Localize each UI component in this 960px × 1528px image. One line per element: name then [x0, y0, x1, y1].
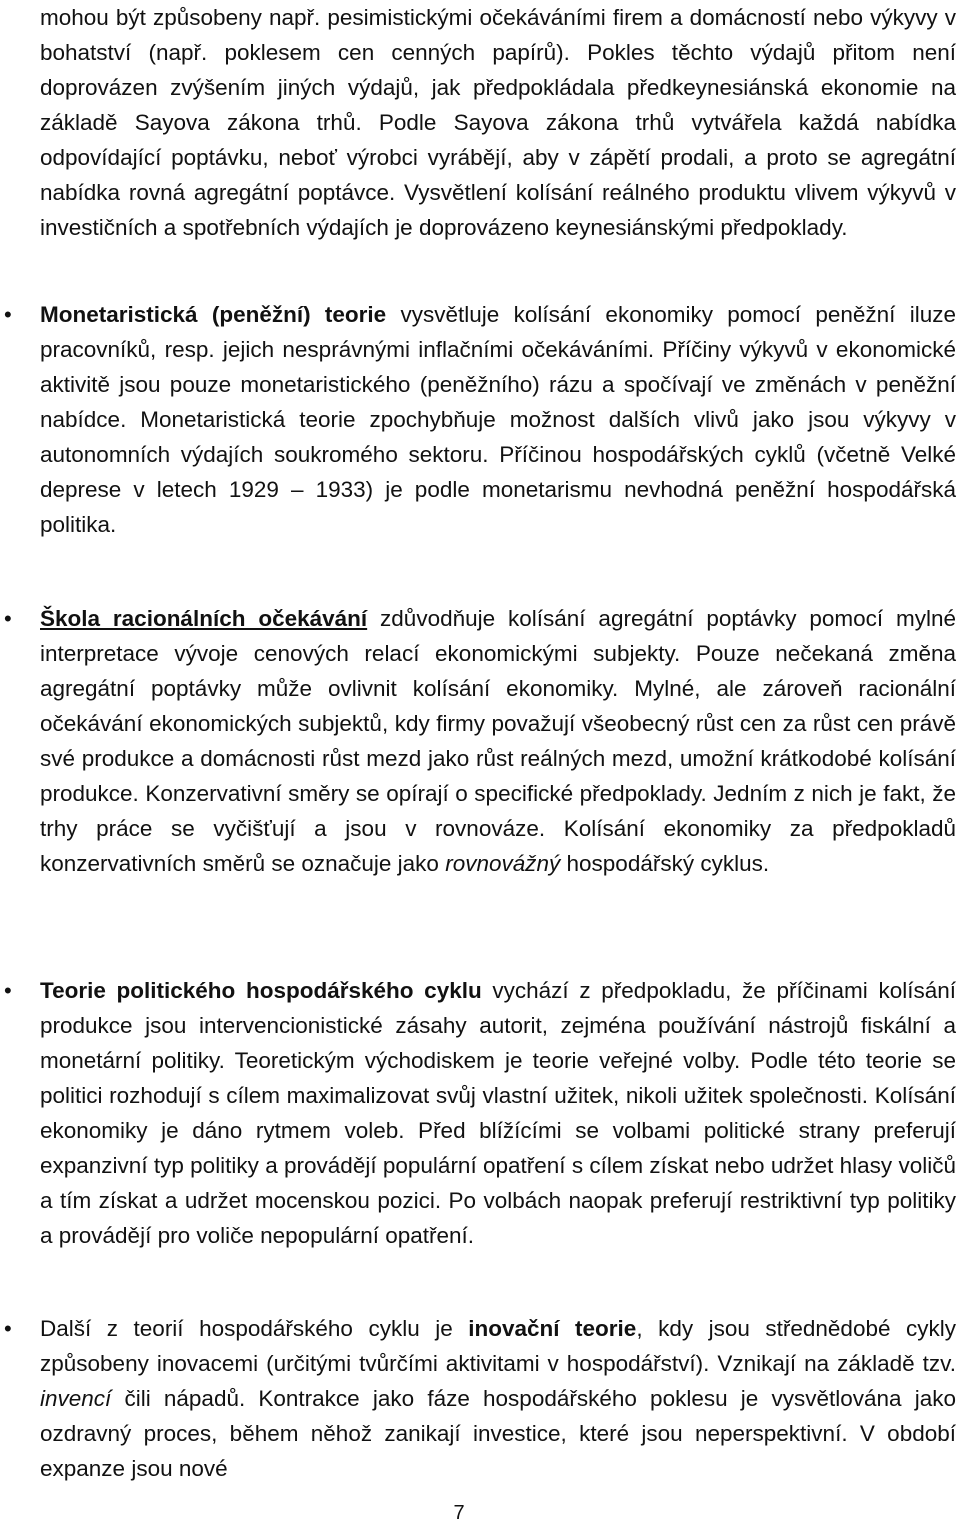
- intro-paragraph: mohou být způsobeny např. pesimistickými očekáváními firem a domácností nebo výkyvy v bohatství (např. poklesem cen cenných papírů). Pokles těchto výdajů přitom není doprovázen zvýšením jiných výdajů, jak předpokládala předkeynesiánská ekonomie na základě Sayova zákona trhů. Podle Sayova zákona trhů vytvářela každá nabídka odpovídající poptávku, neboť výrobci vyrábějí, aby v zápětí prodali, a proto se agregátní nabídka rovná agregátní poptávce. Vysvětlení kolísání reálného produktu vlivem výkyvů v investičních a spotřebních výdajích je doprovázeno keynesiánskými předpoklady.: [40, 5, 956, 240]
- paragraph-text: zdůvodňuje kolísání agregátní poptávky pomocí mylné interpretace vývoje cenových relací ekonomickými subjekty. Pouze nečekaná změna agregátní poptávky může ovlivnit kolísání ekonomiky. Mylné, ale zároveň racionální očekávání ekonomických subjektů, kdy firmy považují všeobecný růst cen za růst cen právě své produkce a domácnosti růst mezd jako růst reálných mezd, umožní krátkodobé kolísání produkce. Konzervativní směry se opírají o specifické předpoklady. Jedním z nich je fakt, že trhy práce se vyčišťují a jsou v rovnováze. Kolísání ekonomiky za předpokladů konzervativních směrů se označuje jako: [40, 606, 957, 876]
- emphasis-inventions: invencí: [40, 1386, 112, 1411]
- paragraph-monetarist-theory: [40, 297, 956, 542]
- paragraph-lead: Další z teorií hospodářského cyklu je: [40, 1316, 469, 1341]
- emphasis-equilibrium: rovnovážný: [445, 851, 561, 876]
- paragraph-text: vychází z předpokladu, že příčinami kolísání produkce jsou intervencionistické zásahy autorit, zejména používání nástrojů fiskální a monetární politiky. Teoretickým východiskem je teorie veřejné volby. Podle této teorie se politici rozhodují s cílem maximalizovat svůj vlastní užitek, nikoli užitek společnosti. Kolísání ekonomiky je dáno rytmem voleb. Před blížícími se volbami politické strany preferují expanzivní typ politiky a provádějí populární opatření s cílem získat nebo udržet hlasy voličů a tím získat a udržet mocenskou pozici. Po volbách naopak preferují restriktivní typ politiky a provádějí pro voliče nepopulární opatření.: [40, 978, 956, 1248]
- paragraph-political-cycle: [40, 973, 956, 1253]
- term-political-cycle: Teorie politického hospodářského cyklu: [40, 978, 482, 1003]
- page-number: 7: [453, 1502, 465, 1524]
- bullet-marker: •: [4, 978, 12, 1003]
- bullet-marker: •: [4, 302, 12, 327]
- paragraph-text: , kdy jsou střednědobé cykly způsobeny inovacemi (určitými tvůrčími aktivitami v hospodářství). Vznikají na základě tzv.: [40, 1316, 956, 1376]
- paragraph-text: hospodářský cyklus.: [560, 851, 770, 876]
- term-innovation-theory: inovační teorie: [468, 1316, 637, 1341]
- term-monetarist-theory: Monetaristická (peněžní) teorie: [40, 302, 387, 327]
- paragraph-innovation-theory: [40, 1311, 956, 1486]
- bullet-marker: •: [4, 1316, 12, 1341]
- term-rational-expectations: Škola racionálních očekávání: [40, 606, 368, 631]
- paragraph-text: čili nápadů. Kontrakce jako fáze hospodářského poklesu je vysvětlována jako ozdravný proces, během něhož zanikají investice, které jsou neperspektivní. V období expanze jsou nové: [40, 1386, 956, 1481]
- paragraph-text: vysvětluje kolísání ekonomiky pomocí peněžní iluze pracovníků, resp. jejich nesprávnými inflačními očekáváními. Příčiny výkyvů v ekonomické aktivitě jsou pouze monetaristického (peněžního) rázu a spočívají ve změnách v peněžní nabídce. Monetaristická teorie zpochybňuje možnost dalších vlivů jako jsou výkyvy v autonomních výdajích soukromého sektoru. Příčinou hospodářských cyklů (včetně Velké deprese v letech 1929 – 1933) je podle monetarismu nevhodná peněžní hospodářská politika.: [40, 302, 957, 537]
- bullet-marker: •: [4, 606, 12, 631]
- paragraph-rational-expectations: [40, 601, 956, 881]
